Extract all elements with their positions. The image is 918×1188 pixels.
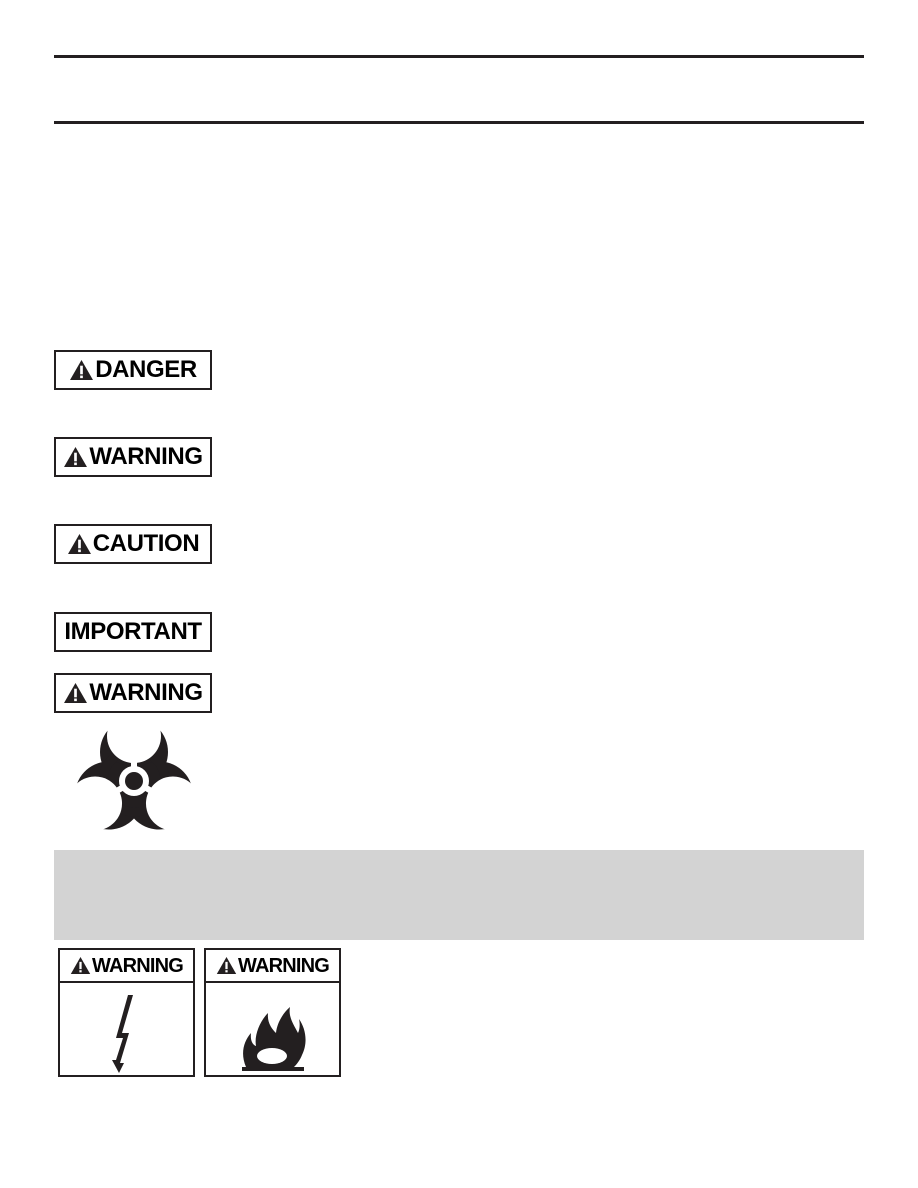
alert-triangle-icon bbox=[69, 359, 94, 381]
flame-icon bbox=[206, 983, 339, 1075]
danger-label-text: DANGER bbox=[95, 356, 197, 383]
important-label-text: IMPORTANT bbox=[64, 618, 202, 645]
highlight-band bbox=[54, 850, 864, 940]
electric-warning-panel bbox=[58, 948, 195, 1077]
alert-triangle-icon bbox=[63, 682, 88, 704]
caution-label-text: CAUTION bbox=[92, 530, 200, 557]
fire-warning-panel bbox=[204, 948, 341, 1077]
biohazard-warning-label bbox=[54, 673, 212, 713]
danger-label bbox=[54, 350, 212, 390]
alert-triangle-icon bbox=[216, 956, 237, 975]
header-rule-top bbox=[54, 55, 864, 58]
warning-label-text: WARNING bbox=[89, 443, 203, 470]
warning-label bbox=[54, 437, 212, 477]
alert-triangle-icon bbox=[70, 956, 91, 975]
alert-triangle-icon bbox=[63, 446, 88, 468]
electric-panel-title: WARNING bbox=[91, 954, 184, 977]
biohazard-icon bbox=[66, 714, 202, 840]
biohazard-warning-label-text: WARNING bbox=[89, 679, 203, 706]
header-rule-bottom bbox=[54, 121, 864, 124]
caution-label bbox=[54, 524, 212, 564]
fire-panel-title: WARNING bbox=[237, 954, 330, 977]
important-label bbox=[54, 612, 212, 652]
lightning-bolt-icon bbox=[60, 983, 193, 1075]
alert-triangle-icon bbox=[67, 533, 92, 555]
